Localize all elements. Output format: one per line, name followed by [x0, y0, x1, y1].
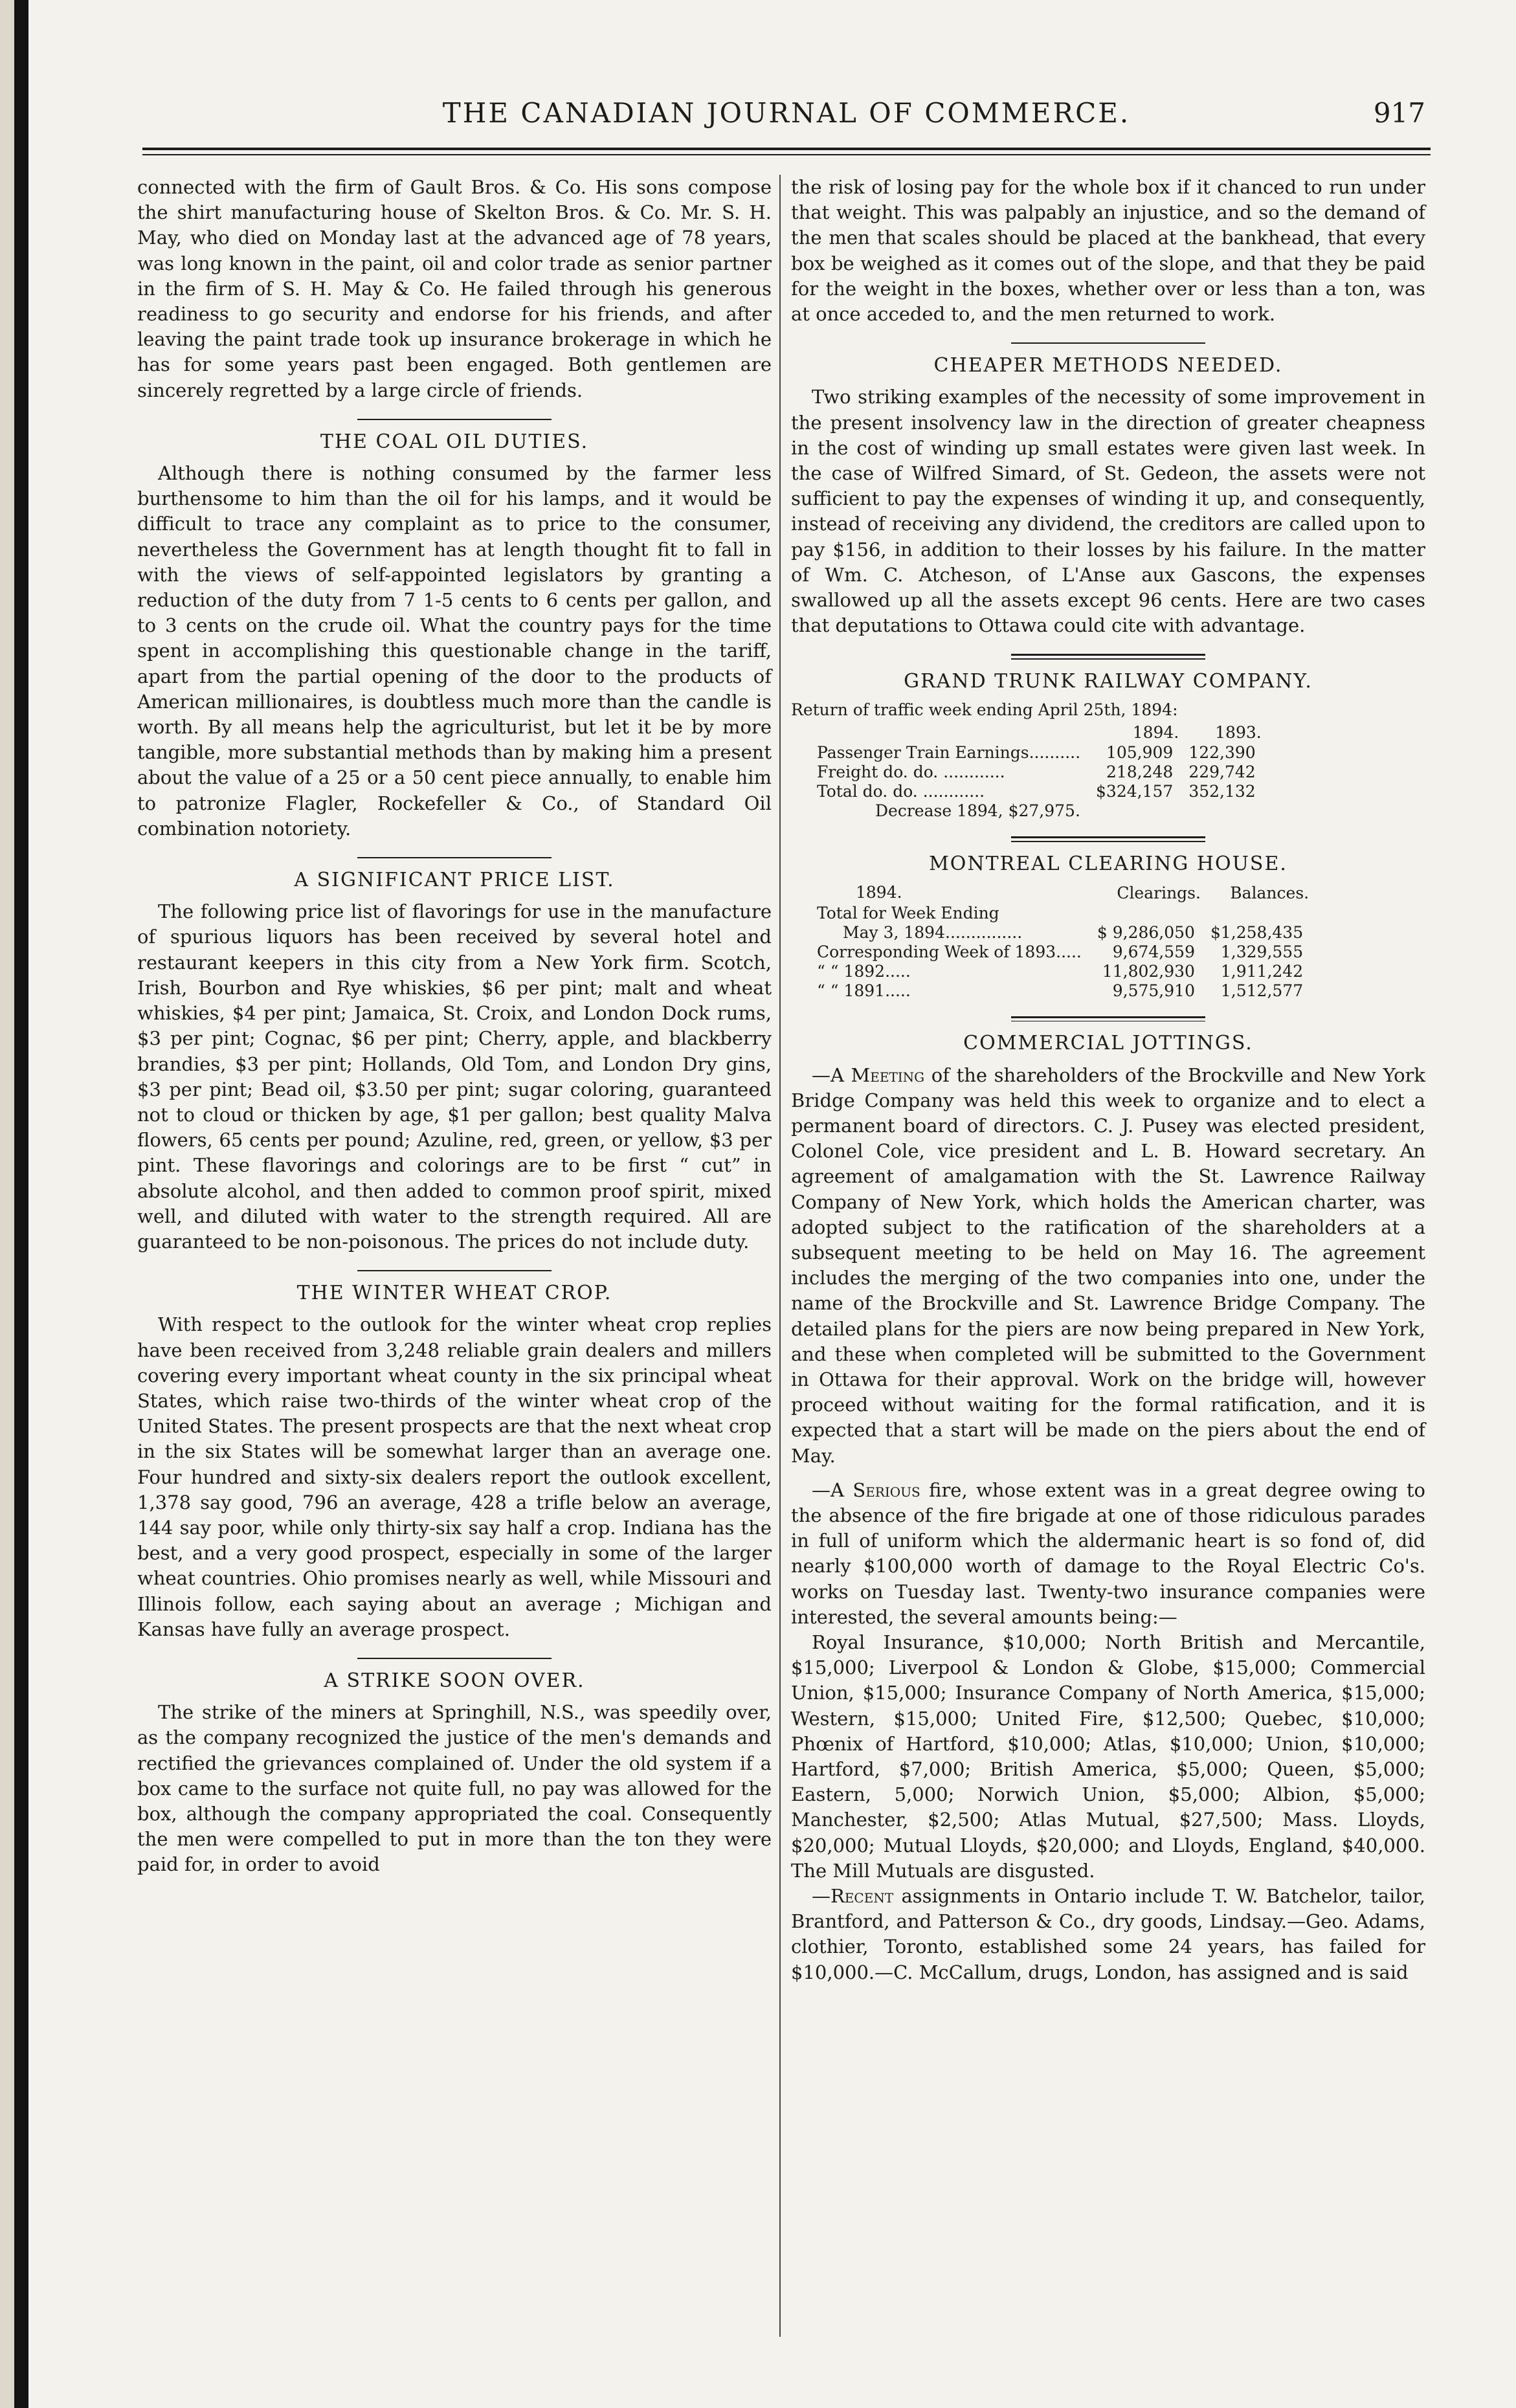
row-value-1894: $324,157	[1096, 782, 1174, 801]
journal-title: THE CANADIAN JOURNAL OF COMMERCE.	[442, 97, 1131, 129]
header-rule-thin	[142, 154, 1431, 155]
left-column	[137, 175, 772, 1878]
row-value-1894: 105,909	[1106, 743, 1174, 763]
row-value-1893: 229,742	[1188, 763, 1256, 782]
col-year: 1894.	[856, 882, 902, 902]
col-clearings: Clearings.	[1117, 883, 1201, 902]
col-balances: Balances.	[1230, 883, 1310, 902]
row-clearings: 9,575,910	[1112, 981, 1195, 1000]
row-label: Corresponding Week of 1893.....	[817, 942, 1082, 961]
col-1893: 1893.	[1215, 723, 1262, 742]
row-label: Freight do. do. ............	[817, 763, 1005, 782]
section-separator	[1011, 342, 1205, 344]
jotting-body: fire, whose extent was in a great degree owing to the absence of the fire brigade at one of those ridiculous parades in full of uniform which the aldermanic heart is so fond of, did nearly $100,000 worth of damage to the Royal Electric Co's. works on Tuesday last. Twenty-two insurance companies were interested, the several amounts being:—	[791, 1478, 1426, 1628]
table-row	[817, 763, 1262, 782]
jotting-lead: —Recent	[812, 1885, 894, 1908]
clearing-house-heading: MONTREAL CLEARING HOUSE.	[929, 852, 1287, 875]
double-separator	[1011, 1016, 1205, 1022]
table-row	[817, 923, 1310, 942]
row-label: May 3, 1894...............	[843, 922, 1023, 942]
cheaper-methods-text: Two striking examples of the necessity of some improvement in the present insolvency law in the direction of greater cheapness in the cost of winding up small estates were given last week. In the case of Wilfred Simard, of St. Gedeon, the assets were not sufficient to pay the expenses of winding it up, and consequently, instead of receiving any dividend, the creditors are called upon to pay $156, in addition to their losses by his failure. In the matter of Wm. C. Atcheson, of L'Anse aux Gascons, the expenses swallowed up all the assets except 96 cents. Here are two cases that deputations to Ottawa could cite with advantage.	[791, 386, 1425, 637]
table-header-row	[817, 722, 1262, 743]
row-balances: 1,911,242	[1220, 961, 1304, 981]
jotting-fire	[791, 1478, 1425, 1630]
table-row	[817, 942, 1310, 962]
column-divider	[779, 175, 781, 2337]
row-balances: 1,329,555	[1220, 942, 1304, 961]
page-edge	[0, 0, 14, 2408]
row-label: “ “ 1892.....	[817, 961, 911, 981]
row-clearings: 9,674,559	[1112, 942, 1195, 961]
table-row	[817, 962, 1310, 981]
jotting-body: assignments in Ontario include T. W. Batchelor, tailor, Brantford, and Patterson & Co., dry goods, Lindsay.—Geo. Adams, clothier, Toronto, established some 24 years, has failed for $10,000.—C. McCallum, drugs, London, has assigned and is said	[791, 1885, 1425, 1983]
page-header	[142, 97, 1431, 142]
decrease-note: Decrease 1894, $27,975.	[875, 801, 1080, 821]
jottings-heading: COMMERCIAL JOTTINGS.	[963, 1032, 1253, 1055]
double-separator	[1011, 836, 1205, 842]
coal-oil-text: Although there is nothing consumed by the farmer less burthensome to him than the oil for his lamps, and it would be difficult to trace any complaint as to price to the consumer, nevertheless the Government has at length thought fit to fall in with the views of self-appointed legislators by granting a reduction of the duty from 7 1-5 cents to 6 cents per gallon, and to 3 cents on the crude oil. What the country pays for the time spent in accomplishing this questionable change in the tariff, apart from the partial opening of the door to the products of American millionaires, is doubtless much more than the candle is worth. By all means help the agriculturist, but let it be by more tangible, more substantial methods than by making him a present about the value of a 25 or a 50 cent piece annually, to enable him to patronize Flagler, Rockefeller & Co., of Standard Oil combination notoriety.	[137, 462, 772, 840]
clearing-house-table	[817, 883, 1310, 1001]
grand-trunk-subtitle: Return of traffic week ending April 25th, 1894:	[791, 700, 1178, 720]
row-value-1893: 352,132	[1188, 782, 1256, 801]
wheat-crop-text: With respect to the outlook for the winter wheat crop replies have been received from 3,248 reliable grain dealers and millers covering every important wheat county in the six principal wheat States, which raise two-thirds of the winter wheat crop of the United States. The present prospects are that the next wheat crop in the six States will be somewhat larger than an average one. Four hundred and sixty-six dealers report the outlook excellent, 1,378 say good, 796 an average, 428 a trifle below an average, 144 say poor, while only thirty-six say half a crop. Indiana has the best, and a very good prospect, especially in some of the larger wheat countries. Ohio promises nearly as well, while Missouri and Illinois follow, each saying about an average ; Michigan and Kansas have fully an average prospect.	[137, 1313, 772, 1640]
strike-continuation: the risk of losing pay for the whole box if it chanced to run under that weight. This was palpably an injustice, and so the demand of the men that scales should be placed at the bankhead, that every box be weighed as it comes out of the slope, and that they be paid for the weight in the boxes, whether over or less than a ton, was at once acceded to, and the men returned to work.	[791, 176, 1425, 326]
row-clearings: 11,802,930	[1102, 961, 1195, 981]
strike-heading: A STRIKE SOON OVER.	[324, 1669, 585, 1692]
table-row	[817, 782, 1262, 801]
insurance-list: Royal Insurance, $10,000; North British and Mercantile, $15,000; Liverpool & London & Globe, $15,000; Commercial Union, $15,000; Insurance Company of North America, $15,000; Western, $15,000; United Fire, $12,500; Quebec, $10,000; Phœnix of Hartford, $10,000; Atlas, $10,000; Union, $10,000; Hartford, $7,000; British America, $5,000; Queen, $5,000; Eastern, 5,000; Norwich Union, $5,000; Albion, $5,000; Manchester, $2,500; Atlas Mutual, $27,500; Mass. Lloyds, $20,000; Mutual Lloyds, $20,000; and Lloyds, England, $40,000. The Mill Mutuals are disgusted.	[791, 1631, 1425, 1882]
table-row	[817, 743, 1262, 763]
jotting-lead: —A Meeting	[812, 1064, 925, 1086]
row-value-1894: 218,248	[1106, 763, 1174, 782]
table-row	[817, 981, 1310, 1001]
row-label: “ “ 1891.....	[817, 981, 911, 1000]
col-1894: 1894.	[1132, 723, 1179, 742]
table-row	[817, 904, 1310, 923]
wheat-crop-heading: THE WINTER WHEAT CROP.	[296, 1282, 612, 1305]
page-number: 917	[1373, 97, 1425, 129]
section-separator	[357, 419, 552, 420]
coal-oil-heading: THE COAL OIL DUTIES.	[320, 430, 589, 453]
cheaper-methods-heading: CHEAPER METHODS NEEDED.	[933, 354, 1283, 377]
intro-paragraph: connected with the firm of Gault Bros. & Co. His sons compose the shirt manufacturing house of Skelton Bros. & Co. Mr. S. H. May, who died on Monday last at the advanced age of 78 years, was long known in the paint, oil and color trade as senior partner in the firm of S. H. May & Co. He failed through his generous readiness to go security and endorse for his friends, and after leaving the paint trade took up insurance brokerage in which he has for some years past been engaged. Both gentlemen are sincerely regretted by a large circle of friends.	[137, 176, 772, 401]
table-row	[817, 801, 1262, 821]
row-label: Passenger Train Earnings..........	[817, 743, 1081, 763]
row-balances: $1,258,435	[1210, 922, 1304, 942]
table-header-row	[817, 883, 1310, 904]
jotting-assignments	[791, 1884, 1425, 1985]
section-separator	[357, 1658, 552, 1659]
binding-spine	[14, 0, 28, 2408]
double-separator	[1011, 654, 1205, 660]
row-label: Total for Week Ending	[817, 903, 999, 922]
right-column	[791, 175, 1425, 1985]
jotting-meeting	[791, 1063, 1425, 1469]
row-clearings: $ 9,286,050	[1097, 922, 1195, 942]
section-separator	[357, 1270, 552, 1271]
header-rule	[142, 148, 1431, 150]
price-list-text: The following price list of flavorings for use in the manufacture of spurious liquors has been received by several hotel and restaurant keepers in this city from a New York firm. Scotch, Irish, Bourbon and Rye whiskies, $6 per pint; malt and wheat whiskies, $4 per pint; Jamaica, St. Croix, and London Dock rums, $3 per pint; Cognac, $6 per pint; Cherry, apple, and blackberry brandies, $3 per pint; Hollands, Old Tom, and London Dry gins, $3 per pint; Bead oil, $3.50 per pint; sugar coloring, guaranteed not to cloud or thicken by age, $1 per gallon; best quality Malva flowers, 65 cents per pound; Azuline, red, green, or yellow, $3 per pint. These flavorings and colorings are to be first “ cut” in absolute alcohol, and then added to common proof spirit, mixed well, and diluted with water to the strength required. All are guaranteed to be non-poisonous. The prices do not include duty.	[137, 900, 772, 1253]
grand-trunk-table	[817, 722, 1262, 821]
jotting-body: of the shareholders of the Brockville and New York Bridge Company was held this week to organize and to elect a permanent board of directors. C. J. Pusey was elected president, Colonel Cole, vice president and L. B. Howard secretary. An agreement of amalgamation with the St. Lawrence Railway Company of New York, which holds the American charter, was adopted subject to the ratification of the shareholders at a subsequent meeting to be held on May 16. The agreement includes the merging of the two companies into one, under the name of the Brockville and St. Lawrence Bridge Company. The detailed plans for the piers are now being prepared in New York, and these when completed will be submitted to the Government in Ottawa for their approval. Work on the bridge will, however proceed without waiting for the formal ratification, and it is expected that a start will be made on the piers about the end of May.	[791, 1064, 1425, 1467]
row-label: Total do. do. ............	[817, 782, 985, 801]
section-separator	[357, 857, 552, 858]
row-value-1893: 122,390	[1188, 743, 1256, 763]
jotting-lead: —A Serious	[812, 1478, 920, 1501]
grand-trunk-heading: GRAND TRUNK RAILWAY COMPANY.	[904, 669, 1313, 693]
row-balances: 1,512,577	[1220, 981, 1304, 1000]
strike-text: The strike of the miners at Springhill, N.S., was speedily over, as the company recognized the justice of the men's demands and rectified the grievances complained of. Under the old system if a box came to the surface not quite full, no pay was allowed for the box, although the company appropriated the coal. Consequently the men were compelled to put in more than the ton they were paid for, in order to avoid	[137, 1701, 772, 1876]
price-list-heading: A SIGNIFICANT PRICE LIST.	[294, 869, 615, 892]
